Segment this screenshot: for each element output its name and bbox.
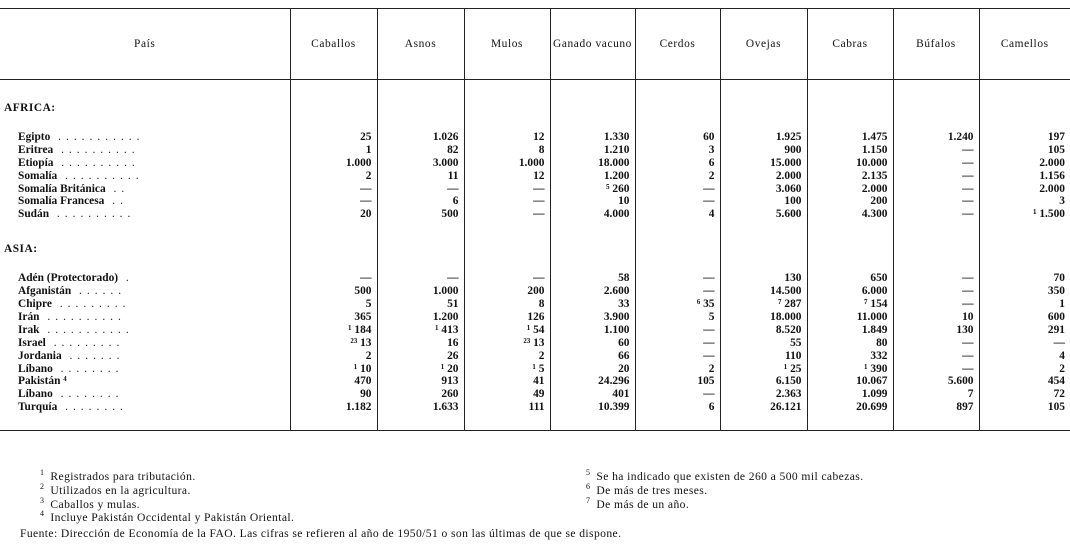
country-name: Egipto bbox=[18, 130, 51, 143]
column-header: Mulos bbox=[464, 9, 550, 80]
value-cell: 1.100 bbox=[550, 324, 635, 337]
country-cell bbox=[0, 324, 290, 337]
value-cell: — bbox=[635, 388, 720, 401]
value-cell: 2.135 bbox=[807, 170, 893, 183]
footnote-text: De más de un año. bbox=[596, 497, 690, 511]
country-name: Afganistán bbox=[18, 285, 72, 298]
leader-dots: . bbox=[118, 272, 134, 285]
footnote-text: Utilizados en la agricultura. bbox=[50, 483, 191, 497]
value-cell: 7 bbox=[893, 388, 979, 401]
footnote-text: Incluye Pakistán Occidental y Pakistán Oriental. bbox=[50, 511, 295, 525]
value-cell: — bbox=[893, 350, 979, 363]
value-cell: 6 bbox=[635, 157, 720, 170]
column-header: Ovejas bbox=[720, 9, 807, 80]
value-cell: 26.121 bbox=[720, 401, 807, 414]
table-header bbox=[0, 9, 1070, 80]
country-cell bbox=[0, 195, 290, 208]
value-cell: 2.000 bbox=[720, 170, 807, 183]
value-cell: — bbox=[893, 157, 979, 170]
value-cell: ¹ 10 bbox=[290, 363, 377, 376]
value-cell: 2 bbox=[635, 363, 720, 376]
country-name: Líbano bbox=[18, 362, 53, 375]
country-cell bbox=[0, 337, 290, 350]
value-cell: 105 bbox=[635, 375, 720, 388]
value-cell: — bbox=[464, 272, 550, 285]
table-row bbox=[0, 324, 1070, 337]
footnote-text: Se ha indicado que existen de 260 a 500 mil cabezas. bbox=[596, 469, 864, 483]
value-cell: 650 bbox=[807, 272, 893, 285]
country-name: Irán bbox=[18, 310, 40, 323]
country-cell bbox=[0, 272, 290, 285]
value-cell: 454 bbox=[979, 375, 1070, 388]
spacer-row bbox=[0, 414, 1070, 431]
value-cell: 1.000 bbox=[464, 157, 550, 170]
region-label: ASIA: bbox=[4, 243, 38, 256]
value-cell: ¹ 54 bbox=[464, 324, 550, 337]
value-cell: — bbox=[377, 272, 464, 285]
value-cell: 5.600 bbox=[893, 375, 979, 388]
value-cell: 130 bbox=[720, 272, 807, 285]
leader-dots: ........... bbox=[39, 323, 134, 336]
value-cell: 1.210 bbox=[550, 144, 635, 157]
country-name: Jordania bbox=[18, 349, 62, 362]
country-cell bbox=[0, 401, 290, 414]
source-note: Fuente: Dirección de Economía de la FAO. Las cifras se refieren al año de 1950/51 o son las últimas de que se dispone. bbox=[20, 527, 622, 540]
value-cell: 401 bbox=[550, 388, 635, 401]
column-header: Ganado vacuno bbox=[550, 9, 635, 80]
footnote-number: 7 bbox=[586, 495, 591, 505]
value-cell: 2.600 bbox=[550, 285, 635, 298]
value-cell: 2.000 bbox=[807, 183, 893, 196]
value-cell: 70 bbox=[979, 272, 1070, 285]
column-header: Cerdos bbox=[635, 9, 720, 80]
value-cell: ¹ 1.500 bbox=[979, 208, 1070, 221]
value-cell: 913 bbox=[377, 375, 464, 388]
table-row bbox=[0, 298, 1070, 311]
value-cell: — bbox=[464, 195, 550, 208]
column-header: Camellos bbox=[979, 9, 1070, 80]
country-name: Pakistán ⁴ bbox=[18, 375, 67, 388]
table-body bbox=[0, 80, 1070, 431]
value-cell: 10.000 bbox=[807, 157, 893, 170]
value-cell: 8 bbox=[464, 298, 550, 311]
value-cell: 332 bbox=[807, 350, 893, 363]
value-cell: 24.296 bbox=[550, 375, 635, 388]
value-cell: 25 bbox=[290, 131, 377, 144]
value-cell: — bbox=[893, 144, 979, 157]
column-header: Búfalos bbox=[893, 9, 979, 80]
value-cell: 291 bbox=[979, 324, 1070, 337]
table-row bbox=[0, 195, 1070, 208]
value-cell: 1.849 bbox=[807, 324, 893, 337]
value-cell: — bbox=[635, 285, 720, 298]
country-name: Eritrea bbox=[18, 143, 54, 156]
footnote-number: 1 bbox=[40, 468, 45, 477]
leader-dots: .. bbox=[105, 182, 130, 195]
value-cell: 500 bbox=[290, 285, 377, 298]
spacer-row bbox=[0, 256, 1070, 272]
value-cell: — bbox=[290, 195, 377, 208]
value-cell: 130 bbox=[893, 324, 979, 337]
value-cell: ¹ 25 bbox=[720, 363, 807, 376]
leader-dots: .. bbox=[104, 195, 128, 208]
value-cell: 80 bbox=[807, 337, 893, 350]
region-row bbox=[0, 102, 1070, 115]
value-cell: 6.000 bbox=[807, 285, 893, 298]
value-cell: 10.067 bbox=[807, 375, 893, 388]
value-cell: ¹ 20 bbox=[377, 363, 464, 376]
leader-dots: ......... bbox=[45, 336, 125, 349]
table-row bbox=[0, 350, 1070, 363]
value-cell: 11 bbox=[377, 170, 464, 183]
country-cell bbox=[0, 285, 290, 298]
table-row bbox=[0, 131, 1070, 144]
leader-dots: .......... bbox=[53, 143, 140, 156]
value-cell: ¹ 390 bbox=[807, 363, 893, 376]
value-cell: — bbox=[635, 350, 720, 363]
value-cell: — bbox=[464, 183, 550, 196]
table-row bbox=[0, 183, 1070, 196]
value-cell: — bbox=[464, 208, 550, 221]
country-cell bbox=[0, 170, 290, 183]
footnote-number: 2 bbox=[40, 481, 45, 491]
country-cell bbox=[0, 144, 290, 157]
country-cell bbox=[0, 388, 290, 401]
footnote-number: 3 bbox=[40, 495, 45, 505]
value-cell: — bbox=[377, 183, 464, 196]
value-cell: 55 bbox=[720, 337, 807, 350]
value-cell: 100 bbox=[720, 195, 807, 208]
value-cell: 1.000 bbox=[290, 157, 377, 170]
column-header: Asnos bbox=[377, 9, 464, 80]
value-cell: 470 bbox=[290, 375, 377, 388]
country-cell bbox=[0, 157, 290, 170]
value-cell: 5 bbox=[635, 311, 720, 324]
value-cell: 10 bbox=[550, 195, 635, 208]
value-cell: — bbox=[635, 324, 720, 337]
value-cell: 1 bbox=[979, 298, 1070, 311]
value-cell: 2 bbox=[290, 350, 377, 363]
value-cell: 1.925 bbox=[720, 131, 807, 144]
footnote-number: 4 bbox=[40, 509, 45, 519]
value-cell: 10 bbox=[893, 311, 979, 324]
leader-dots: .......... bbox=[49, 208, 136, 221]
value-cell: 15.000 bbox=[720, 157, 807, 170]
value-cell: 66 bbox=[550, 350, 635, 363]
value-cell: 72 bbox=[979, 388, 1070, 401]
value-cell: ¹ 5 bbox=[464, 363, 550, 376]
footnote-number: 5 bbox=[586, 468, 591, 477]
value-cell: 11.000 bbox=[807, 311, 893, 324]
table-row bbox=[0, 157, 1070, 170]
value-cell: — bbox=[893, 363, 979, 376]
value-cell: 1.475 bbox=[807, 131, 893, 144]
value-cell: 200 bbox=[807, 195, 893, 208]
value-cell: — bbox=[893, 298, 979, 311]
value-cell: ⁷ 154 bbox=[807, 298, 893, 311]
leader-dots: .......... bbox=[39, 310, 126, 323]
leader-dots: ........... bbox=[50, 130, 145, 143]
value-cell: 111 bbox=[464, 401, 550, 414]
value-cell: 26 bbox=[377, 350, 464, 363]
value-cell: ⁷ 287 bbox=[720, 298, 807, 311]
value-cell: 3 bbox=[635, 144, 720, 157]
value-cell: — bbox=[635, 337, 720, 350]
value-cell: 1.240 bbox=[893, 131, 979, 144]
value-cell: 12 bbox=[464, 170, 550, 183]
value-cell: 1.150 bbox=[807, 144, 893, 157]
value-cell: ²³ 13 bbox=[464, 337, 550, 350]
country-cell bbox=[0, 363, 290, 376]
value-cell: 197 bbox=[979, 131, 1070, 144]
value-cell: 20 bbox=[290, 208, 377, 221]
table-row bbox=[0, 272, 1070, 285]
country-cell bbox=[0, 208, 290, 221]
footnote bbox=[586, 494, 689, 512]
value-cell: 4 bbox=[635, 208, 720, 221]
value-cell: — bbox=[635, 272, 720, 285]
value-cell: 60 bbox=[550, 337, 635, 350]
value-cell: 2 bbox=[290, 170, 377, 183]
value-cell: 5.600 bbox=[720, 208, 807, 221]
table-row bbox=[0, 363, 1070, 376]
column-header: Caballos bbox=[290, 9, 377, 80]
country-name: Somalía Francesa bbox=[18, 195, 105, 208]
country-name: Turquía bbox=[18, 401, 58, 414]
country-cell bbox=[0, 375, 290, 388]
value-cell: 6 bbox=[377, 195, 464, 208]
spacer-row bbox=[0, 221, 1070, 243]
value-cell: 18.000 bbox=[550, 157, 635, 170]
table-row bbox=[0, 170, 1070, 183]
value-cell: — bbox=[635, 183, 720, 196]
value-cell: 1.000 bbox=[377, 285, 464, 298]
value-cell: 1.156 bbox=[979, 170, 1070, 183]
country-cell bbox=[0, 183, 290, 196]
column-header: País bbox=[134, 37, 156, 50]
value-cell: 500 bbox=[377, 208, 464, 221]
value-cell: 2.000 bbox=[979, 183, 1070, 196]
livestock-table bbox=[0, 8, 1070, 431]
value-cell: 900 bbox=[720, 144, 807, 157]
leader-dots: ........ bbox=[52, 362, 124, 375]
spacer-row bbox=[0, 80, 1070, 103]
country-name: Somalía bbox=[18, 169, 58, 182]
value-cell: 2 bbox=[464, 350, 550, 363]
value-cell: 2 bbox=[635, 170, 720, 183]
footnote-text: Registrados para tributación. bbox=[50, 469, 196, 483]
value-cell: 60 bbox=[635, 131, 720, 144]
value-cell: 3.900 bbox=[550, 311, 635, 324]
country-name: Israel bbox=[18, 336, 46, 349]
value-cell: 8 bbox=[464, 144, 550, 157]
country-name: Líbano bbox=[18, 388, 53, 401]
value-cell: ¹ 413 bbox=[377, 324, 464, 337]
country-name: Somalía Británica bbox=[18, 182, 106, 195]
value-cell: 20.699 bbox=[807, 401, 893, 414]
value-cell: 6 bbox=[635, 401, 720, 414]
value-cell: — bbox=[979, 337, 1070, 350]
value-cell: 126 bbox=[464, 311, 550, 324]
value-cell: 600 bbox=[979, 311, 1070, 324]
value-cell: 260 bbox=[377, 388, 464, 401]
value-cell: — bbox=[893, 195, 979, 208]
value-cell: — bbox=[893, 183, 979, 196]
value-cell: 3.000 bbox=[377, 157, 464, 170]
region-label: AFRICA: bbox=[4, 102, 56, 114]
table-row bbox=[0, 375, 1070, 388]
country-cell bbox=[0, 298, 290, 311]
value-cell: 350 bbox=[979, 285, 1070, 298]
value-cell: 4 bbox=[979, 350, 1070, 363]
country-name: Irak bbox=[18, 323, 40, 336]
value-cell: 1.099 bbox=[807, 388, 893, 401]
value-cell: 18.000 bbox=[720, 311, 807, 324]
value-cell: — bbox=[893, 170, 979, 183]
value-cell: 365 bbox=[290, 311, 377, 324]
value-cell: 49 bbox=[464, 388, 550, 401]
value-cell: 2 bbox=[979, 363, 1070, 376]
value-cell: 110 bbox=[720, 350, 807, 363]
value-cell: ¹ 184 bbox=[290, 324, 377, 337]
value-cell: 1.200 bbox=[377, 311, 464, 324]
footnote bbox=[40, 507, 294, 525]
country-cell bbox=[0, 311, 290, 324]
value-cell: 105 bbox=[979, 401, 1070, 414]
leader-dots: ......... bbox=[51, 297, 131, 310]
value-cell: 2.000 bbox=[979, 157, 1070, 170]
value-cell: 16 bbox=[377, 337, 464, 350]
table-row bbox=[0, 285, 1070, 298]
value-cell: 1 bbox=[290, 144, 377, 157]
value-cell: 51 bbox=[377, 298, 464, 311]
value-cell: 58 bbox=[550, 272, 635, 285]
value-cell: 1.330 bbox=[550, 131, 635, 144]
footnote-number: 6 bbox=[586, 481, 591, 491]
value-cell: 1.026 bbox=[377, 131, 464, 144]
value-cell: 6.150 bbox=[720, 375, 807, 388]
country-name: Etiopía bbox=[18, 156, 54, 169]
table-row bbox=[0, 388, 1070, 401]
country-cell bbox=[0, 350, 290, 363]
table-row bbox=[0, 401, 1070, 414]
leader-dots: ...... bbox=[71, 285, 127, 298]
country-cell bbox=[0, 131, 290, 144]
footnote-text: De más de tres meses. bbox=[596, 483, 708, 497]
value-cell: 33 bbox=[550, 298, 635, 311]
table-row bbox=[0, 311, 1070, 324]
value-cell: 105 bbox=[979, 144, 1070, 157]
region-row bbox=[0, 243, 1070, 256]
value-cell: 1.182 bbox=[290, 401, 377, 414]
leader-dots: ........ bbox=[52, 388, 124, 401]
value-cell: 90 bbox=[290, 388, 377, 401]
value-cell: 14.500 bbox=[720, 285, 807, 298]
value-cell: — bbox=[290, 183, 377, 196]
value-cell: 5 bbox=[290, 298, 377, 311]
value-cell: 4.000 bbox=[550, 208, 635, 221]
value-cell: 4.300 bbox=[807, 208, 893, 221]
leader-dots: .......... bbox=[53, 156, 140, 169]
value-cell: — bbox=[893, 337, 979, 350]
value-cell: — bbox=[893, 285, 979, 298]
value-cell: ⁵ 260 bbox=[550, 183, 635, 196]
value-cell: 12 bbox=[464, 131, 550, 144]
value-cell: 10.399 bbox=[550, 401, 635, 414]
value-cell: 8.520 bbox=[720, 324, 807, 337]
value-cell: ⁶ 35 bbox=[635, 298, 720, 311]
table-row bbox=[0, 208, 1070, 221]
footnote-text: Caballos y mulas. bbox=[50, 497, 140, 511]
value-cell: 41 bbox=[464, 375, 550, 388]
table-row bbox=[0, 337, 1070, 350]
leader-dots: ........ bbox=[57, 401, 128, 414]
value-cell: 897 bbox=[893, 401, 979, 414]
column-header: Cabras bbox=[807, 9, 893, 80]
leader-dots: .......... bbox=[57, 169, 144, 182]
table-row bbox=[0, 144, 1070, 157]
value-cell: 2.363 bbox=[720, 388, 807, 401]
value-cell: 1.200 bbox=[550, 170, 635, 183]
value-cell: 20 bbox=[550, 363, 635, 376]
value-cell: — bbox=[635, 195, 720, 208]
country-name: Adén (Protectorado) bbox=[18, 272, 119, 285]
country-name: Sudán bbox=[18, 208, 50, 221]
spacer-row bbox=[0, 115, 1070, 131]
value-cell: 1.633 bbox=[377, 401, 464, 414]
value-cell: ²³ 13 bbox=[290, 337, 377, 350]
value-cell: — bbox=[893, 208, 979, 221]
value-cell: 3 bbox=[979, 195, 1070, 208]
leader-dots: ....... bbox=[61, 349, 125, 362]
value-cell: 82 bbox=[377, 144, 464, 157]
value-cell: 3.060 bbox=[720, 183, 807, 196]
value-cell: 200 bbox=[464, 285, 550, 298]
value-cell: — bbox=[893, 272, 979, 285]
country-name: Chipre bbox=[18, 297, 52, 310]
value-cell: — bbox=[290, 272, 377, 285]
